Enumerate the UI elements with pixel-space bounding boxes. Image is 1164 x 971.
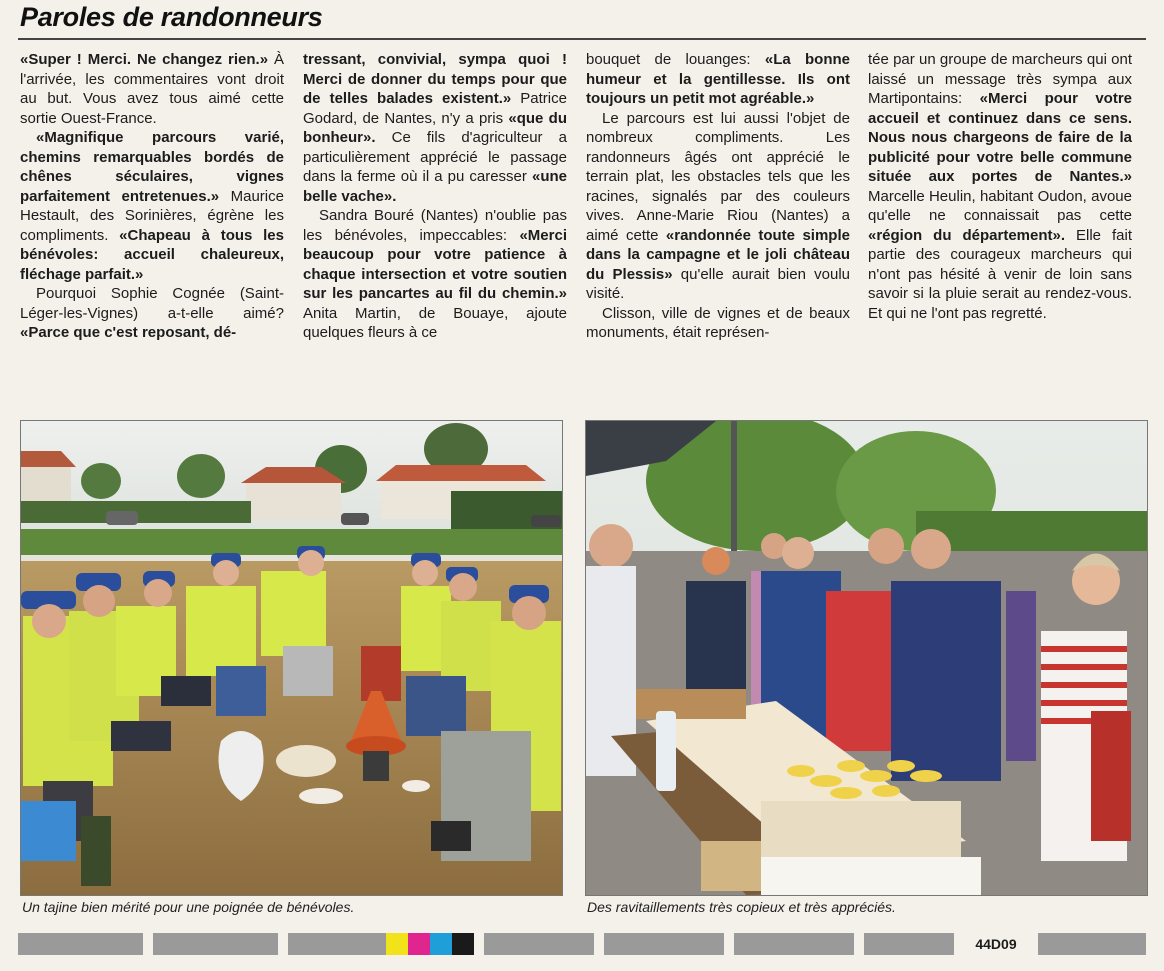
bar-segment xyxy=(153,933,278,955)
bar-segment xyxy=(18,933,143,955)
article-column-1 xyxy=(20,50,284,343)
paragraph: Pourquoi Sophie Cognée (Saint-Léger-les-Vignes) a-t-elle aimé? «Parce que c'est reposant, dé- xyxy=(20,285,284,341)
paragraph: Sandra Bouré (Nantes) n'oublie pas les bénévoles, impeccables: «Merci beaucoup pour votre patience à chaque intersection et votre soutien sur les pancartes au fil du chemin.» Anita Martin, de Bouaye, ajoute quelques fleurs à ce xyxy=(303,207,567,341)
bar-segment xyxy=(1038,933,1146,955)
color-swatch-magenta xyxy=(408,933,430,955)
photo-refreshments-illustration xyxy=(586,421,1147,895)
title-rule xyxy=(18,38,1146,40)
paragraph: «Magnifique parcours varié, chemins remarquables bordés de chênes séculaires, vignes parfaitement entretenues.» Maurice Hestault, des Sorinières, égrène les compliments. «Chapeau à tous les bénévoles: accueil chaleureux, fléchage parfait.» xyxy=(20,129,284,283)
paragraph: tée par un groupe de marcheurs qui ont laissé un message très sympa aux Martipontains: «Merci pour votre accueil et continuez dans ce sens. Nous nous chargeons de faire de la publicité pour votre belle commune située aux portes de Nantes.» Marcelle Heulin, habitant Oudon, avoue qu'elle ne connaissait pas cette «région du département». Elle fait partie des courageux marcheurs qui n'ont pas hésité à venir de loin sans savoir si la pluie serait au rendez-vous. Et qui ne l'ont pas regretté. xyxy=(868,51,1133,322)
article-title: Paroles de randonneurs xyxy=(20,2,323,32)
paragraph: Le parcours est lui aussi l'objet de nombreux compliments. Les randonneurs âgés ont apprécié le terrain plat, les obstacles tels que les racines, signalés par des couleurs vives. Anne-Marie Riou (Nantes) a aimé cette «randonnée toute simple dans la campagne et le joli château du Plessis» qu'elle aurait bien voulu visité. xyxy=(586,109,850,302)
photo-caption: Un tajine bien mérité pour une poignée de bénévoles. xyxy=(22,899,355,915)
bar-segment xyxy=(484,933,594,955)
paragraph: «Super ! Merci. Ne changez rien.» À l'arrivée, les commentaires vont droit au but. Vous avez tous aimé cette sortie Ouest-France. xyxy=(20,51,284,127)
photo-volunteers-illustration xyxy=(21,421,562,895)
bar-segment xyxy=(864,933,954,955)
bar-segment xyxy=(288,933,388,955)
paragraph: Clisson, ville de vignes et de beaux monuments, était représen- xyxy=(586,304,850,341)
photo-caption: Des ravitaillements très copieux et très appréciés. xyxy=(587,899,896,915)
color-swatch-yellow xyxy=(386,933,408,955)
color-swatch-cyan xyxy=(430,933,452,955)
paragraph: tressant, convivial, sympa quoi ! Merci de donner du temps pour que de telles balades existent.» Patrice Godard, de Nantes, n'y a pris «que du bonheur». Ce fils d'agriculteur a particulièrement apprécié le passage dans la ferme où il a pu caresser «une belle vache». xyxy=(303,51,567,205)
bar-segment xyxy=(734,933,854,955)
article-column-3 xyxy=(586,50,850,343)
page-code: 44D09 xyxy=(961,934,1031,954)
bar-segment xyxy=(604,933,724,955)
photo-volunteers-tajine xyxy=(20,420,563,896)
article-column-4 xyxy=(868,50,1132,323)
paragraph: bouquet de louanges: «La bonne humeur et la gentillesse. Ils ont toujours un petit mot agréable.» xyxy=(586,51,850,107)
article-column-2 xyxy=(303,50,567,343)
color-swatch-black xyxy=(452,933,474,955)
photo-refreshments xyxy=(585,420,1148,896)
